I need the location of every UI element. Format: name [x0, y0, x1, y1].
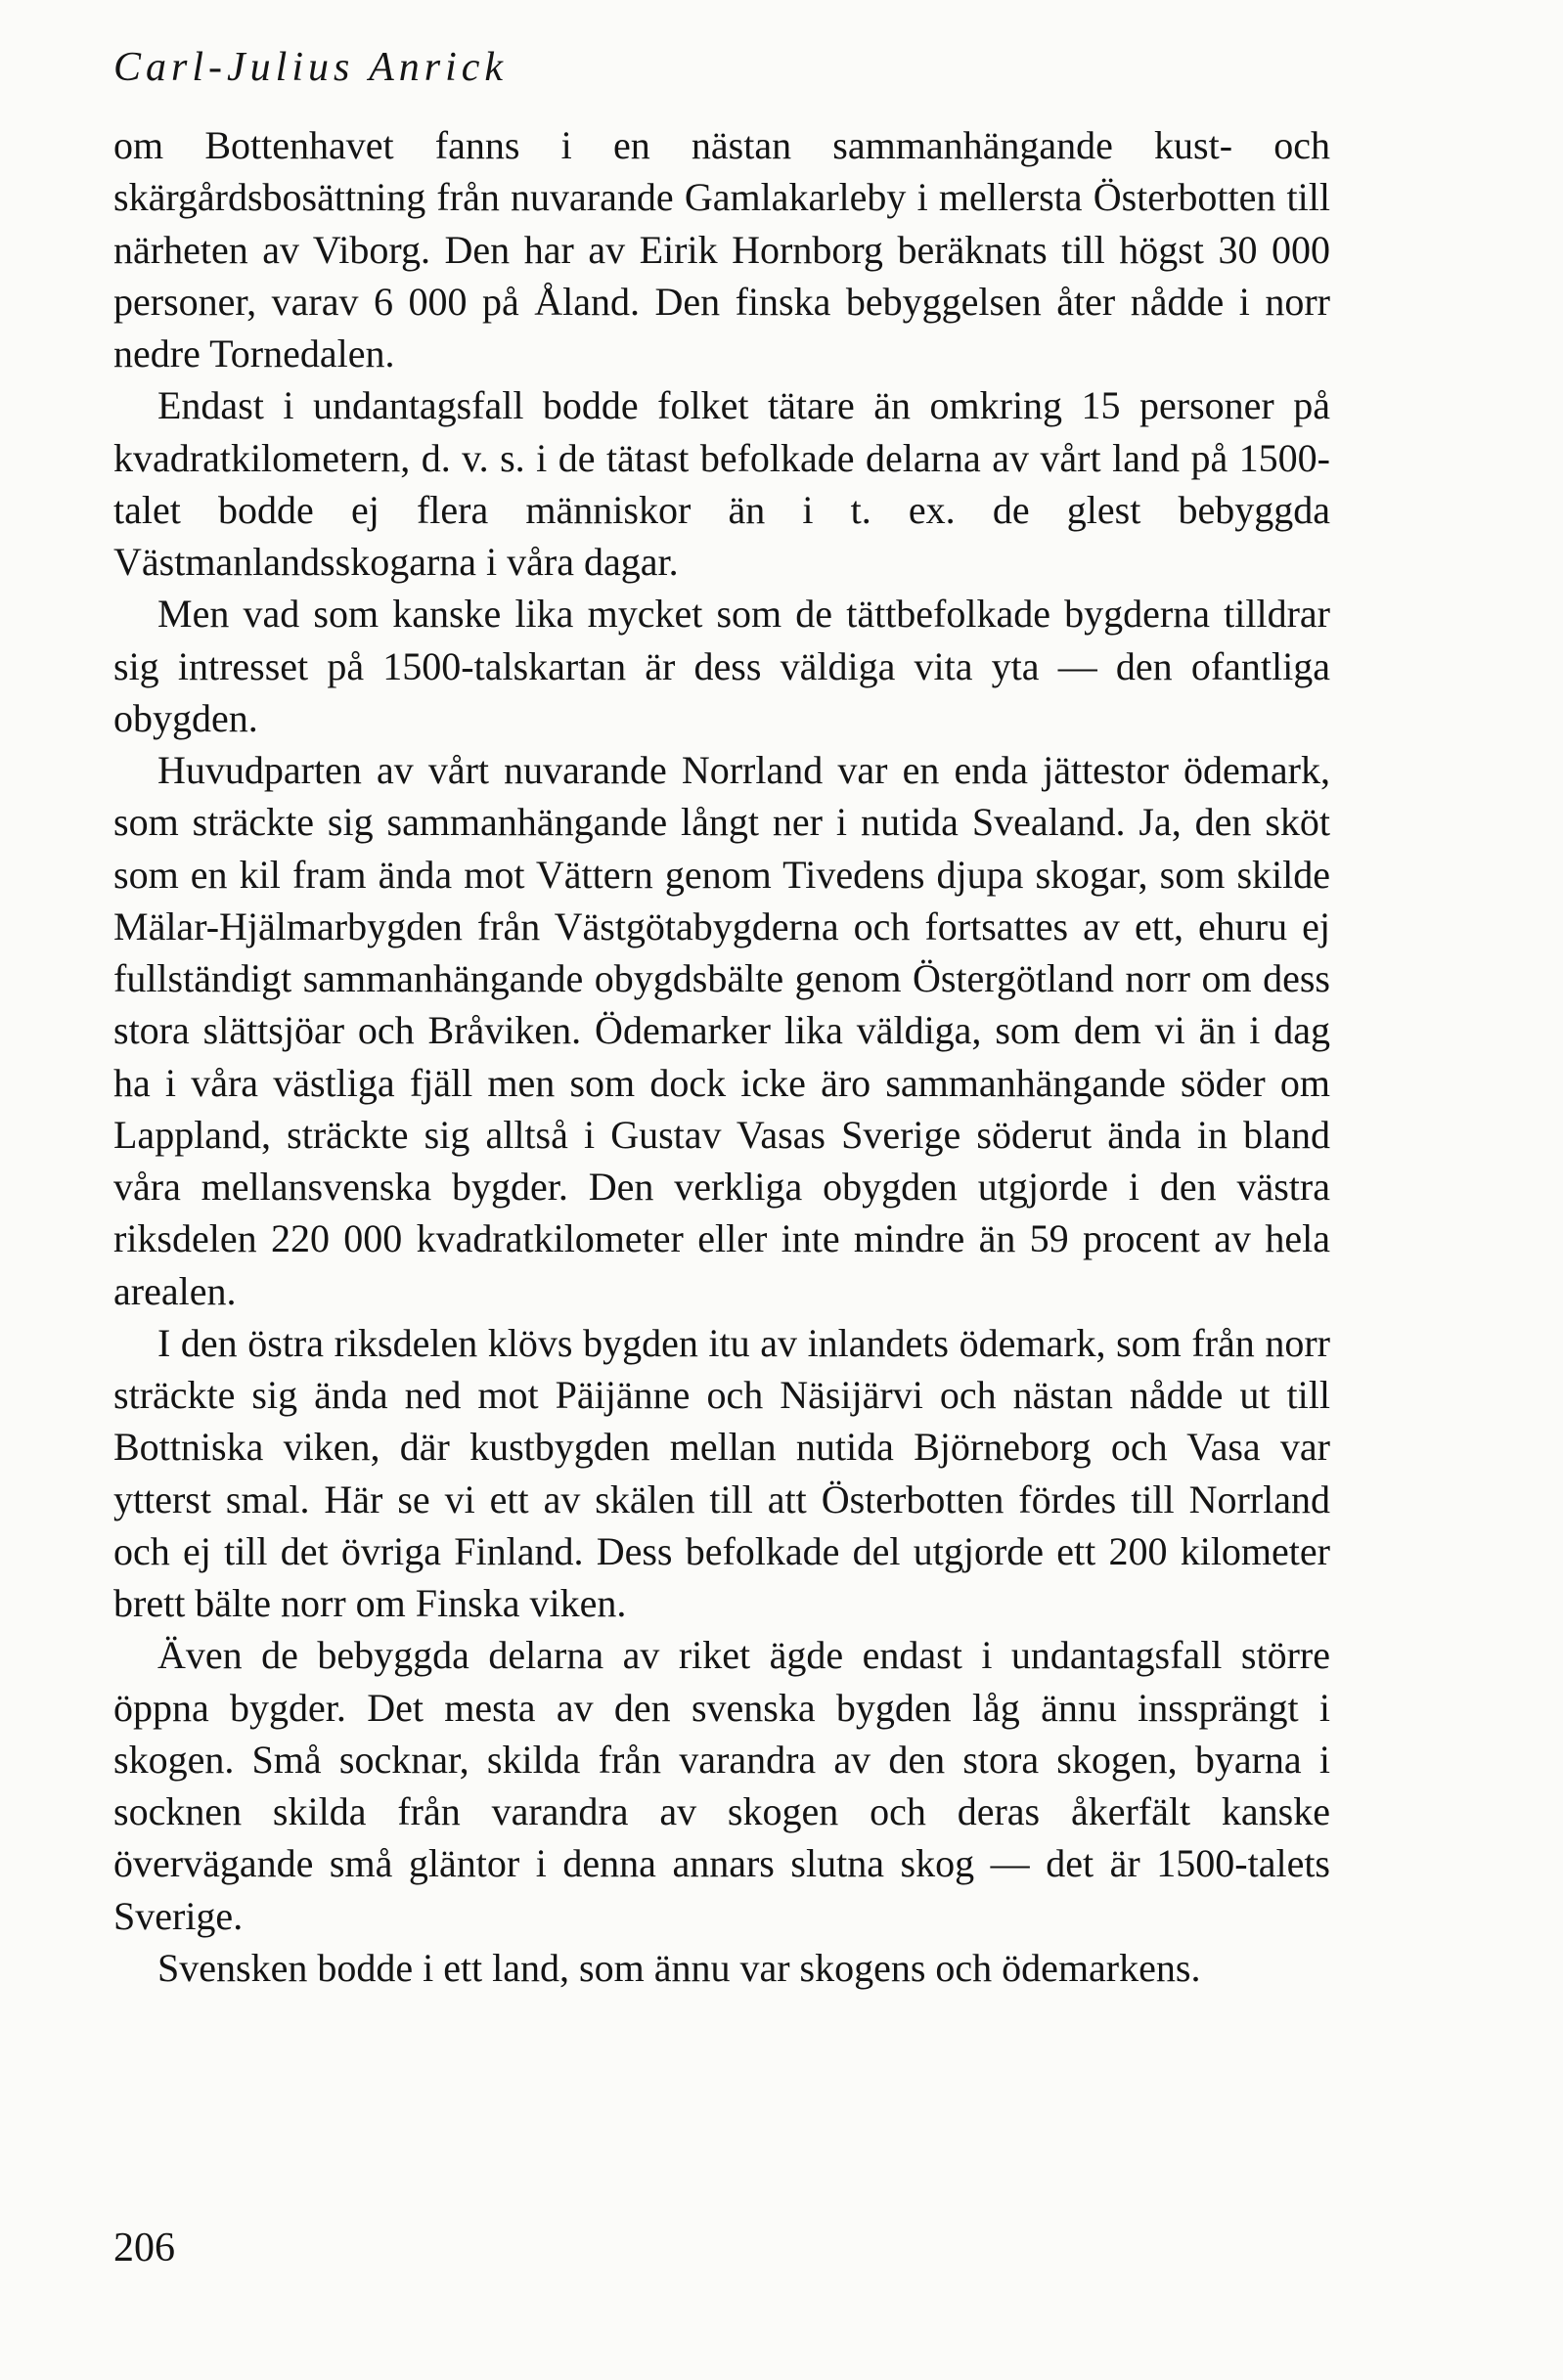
body-text [113, 119, 1330, 1994]
page-number: 206 [113, 2226, 175, 2270]
paragraph: Svensken bodde i ett land, som ännu var skogens och ödemarkens. [157, 1945, 1201, 1990]
running-title: Carl-Julius Anrick [113, 45, 509, 90]
paragraph: om Bottenhavet fanns i en nästan sammanhängande kust- och skärgårdsbosättning från nuvarande Gamlakarleby i mellersta Österbotten till närheten av Viborg. Den har av Eirik Hornborg beräknats till högst 30 000 personer, varav 6 000 på Åland. Den finska bebyggelsen åter nådde i norr nedre Tornedalen. [113, 123, 1330, 375]
paragraph: Endast i undantagsfall bodde folket tätare än omkring 15 personer på kvadratkilometern, d. v. s. i de tätast befolkade delarna av vårt land på 1500-talet bodde ej flera människor än i t. ex. de glest bebyggda Västmanlandsskogarna i våra dagar. [113, 383, 1330, 584]
paragraph: Men vad som kanske lika mycket som de tättbefolkade bygderna tilldrar sig intresset på 1500-talskartan är dess väldiga vita yta — den ofantliga obygden. [113, 592, 1330, 740]
paragraph: Huvudparten av vårt nuvarande Norrland var en enda jättestor ödemark, som sträckte sig sammanhängande långt ner i nutida Svealand. Ja, den sköt som en kil fram ända mot Vättern genom Tivedens djupa skogar, som skilde Mälar-Hjälmarbygden från Västgötabygderna och fortsattes av ett, ehuru ej fullständigt sammanhängande obygdsbälte genom Östergötland norr om dess stora slättsjöar och Bråviken. Ödemarker lika väldiga, som dem vi än i dag ha i våra västliga fjäll men som dock icke äro sammanhängande söder om Lappland, sträckte sig alltså i Gustav Vasas Sverige söderut ända in bland våra mellansvenska bygder. Den verkliga obygden utgjorde i den västra riksdelen 220 000 kvadratkilometer eller inte mindre än 59 procent av hela arealen. [113, 748, 1330, 1313]
paragraph: Även de bebyggda delarna av riket ägde endast i undantagsfall större öppna bygder. Det mesta av den svenska bygden låg ännu inssprängt i skogen. Små socknar, skilda från varandra av den stora skogen, byarna i socknen skilda från varandra av skogen och deras åkerfält kanske övervägande små gläntor i denna annars slutna skog — det är 1500-talets Sverige. [113, 1633, 1330, 1938]
paragraph: I den östra riksdelen klövs bygden itu av inlandets ödemark, som från norr sträckte sig ända ned mot Päijänne och Näsijärvi och nästan nådde ut till Bottniska viken, där kustbygden mellan nutida Björneborg och Vasa var ytterst smal. Här se vi ett av skälen till att Österbotten fördes till Norrland och ej till det övriga Finland. Dess befolkade del utgjorde ett 200 kilometer brett bälte norr om Finska viken. [113, 1320, 1330, 1625]
